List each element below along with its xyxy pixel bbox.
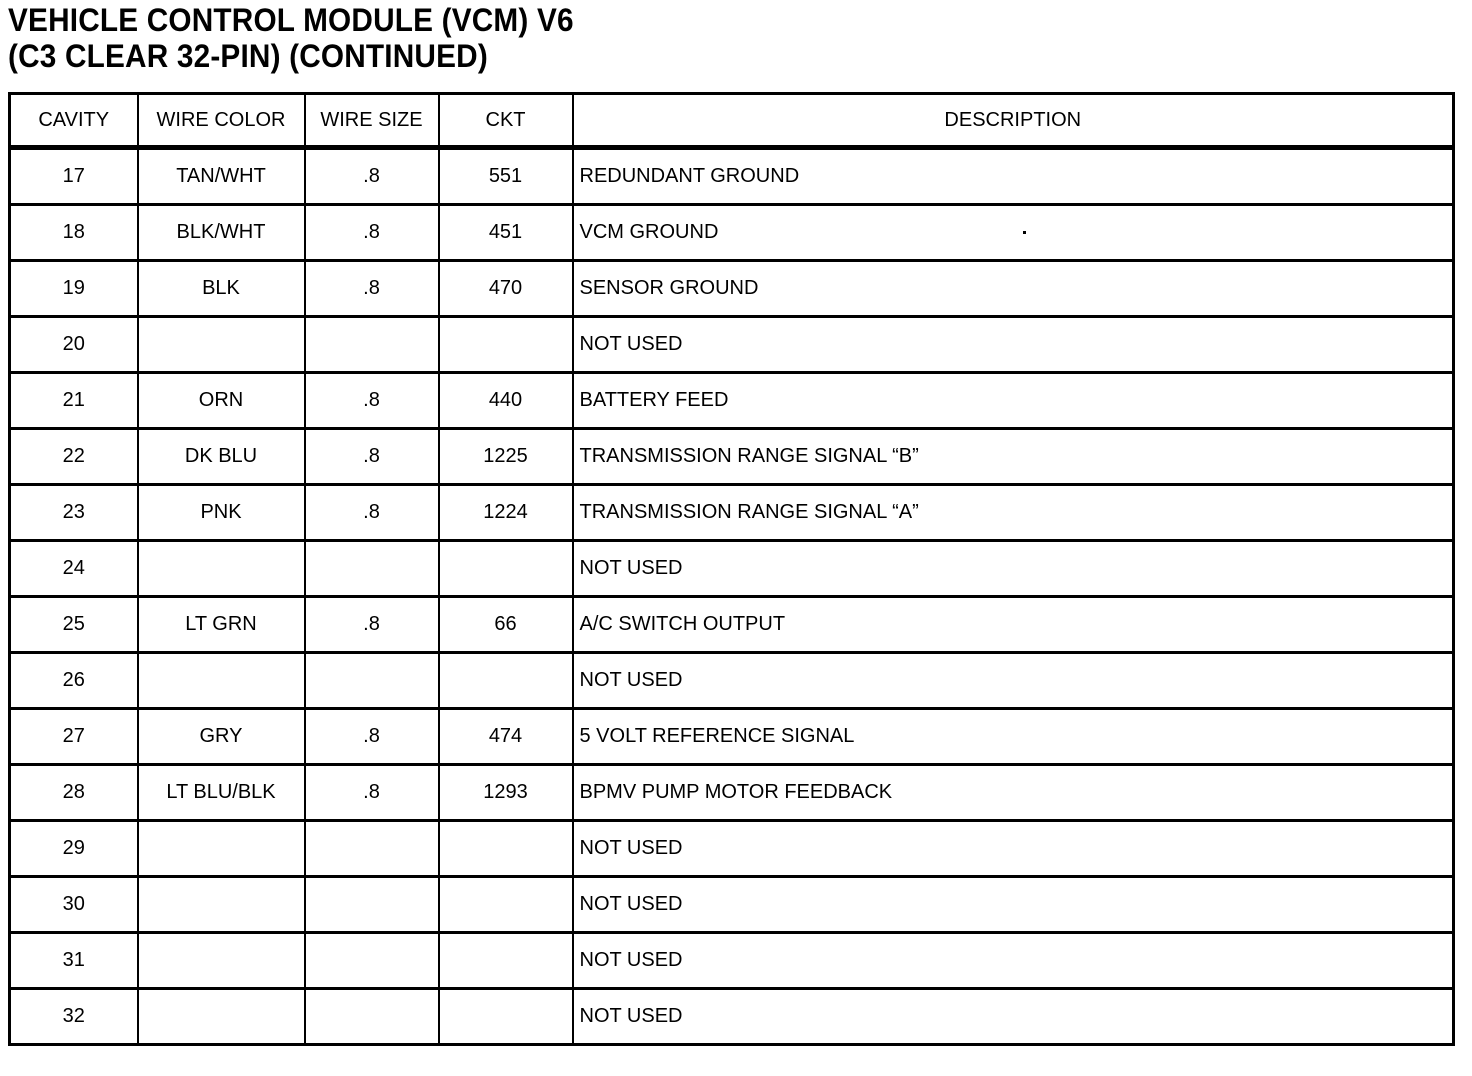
ckt-cell: 440 <box>439 373 573 429</box>
description-cell: BATTERY FEED <box>573 373 1454 429</box>
cavity-cell: 30 <box>10 877 138 933</box>
ckt-cell <box>439 821 573 877</box>
cavity-cell: 32 <box>10 989 138 1045</box>
description-cell: NOT USED <box>573 317 1454 373</box>
description-cell: NOT USED <box>573 821 1454 877</box>
wire-color-cell <box>138 933 305 989</box>
table-row <box>10 653 1454 709</box>
table-row <box>10 373 1454 429</box>
description-cell: NOT USED <box>573 541 1454 597</box>
description-cell: TRANSMISSION RANGE SIGNAL “A” <box>573 485 1454 541</box>
wire-color-cell: BLK <box>138 261 305 317</box>
description-cell: TRANSMISSION RANGE SIGNAL “B” <box>573 429 1454 485</box>
description-cell: NOT USED <box>573 933 1454 989</box>
wire-color-cell: TAN/WHT <box>138 148 305 205</box>
table-row <box>10 877 1454 933</box>
wire-size-cell: .8 <box>305 205 439 261</box>
wire-size-cell: .8 <box>305 148 439 205</box>
ckt-cell: 551 <box>439 148 573 205</box>
ckt-cell: 1225 <box>439 429 573 485</box>
wire-color-cell: ORN <box>138 373 305 429</box>
description-cell: NOT USED <box>573 877 1454 933</box>
wire-size-cell: .8 <box>305 765 439 821</box>
cavity-cell: 26 <box>10 653 138 709</box>
wire-size-cell: .8 <box>305 485 439 541</box>
table-body <box>10 148 1454 1045</box>
header-wire-color: WIRE COLOR <box>138 94 305 148</box>
cavity-cell: 23 <box>10 485 138 541</box>
header-cavity: CAVITY <box>10 94 138 148</box>
wire-color-cell <box>138 821 305 877</box>
table-row <box>10 429 1454 485</box>
wire-size-cell <box>305 541 439 597</box>
table-row <box>10 989 1454 1045</box>
cavity-cell: 17 <box>10 148 138 205</box>
ckt-cell <box>439 989 573 1045</box>
description-cell: A/C SWITCH OUTPUT <box>573 597 1454 653</box>
wire-size-cell <box>305 317 439 373</box>
cavity-cell: 20 <box>10 317 138 373</box>
wire-color-cell: BLK/WHT <box>138 205 305 261</box>
wire-color-cell: LT BLU/BLK <box>138 765 305 821</box>
cavity-cell: 31 <box>10 933 138 989</box>
table-row <box>10 205 1454 261</box>
wire-color-cell <box>138 653 305 709</box>
table-row <box>10 709 1454 765</box>
cavity-cell: 29 <box>10 821 138 877</box>
cavity-cell: 27 <box>10 709 138 765</box>
wire-color-cell: GRY <box>138 709 305 765</box>
wire-size-cell: .8 <box>305 373 439 429</box>
wire-size-cell <box>305 877 439 933</box>
description-cell: NOT USED <box>573 653 1454 709</box>
wire-color-cell <box>138 989 305 1045</box>
description-cell: NOT USED <box>573 989 1454 1045</box>
cavity-cell: 21 <box>10 373 138 429</box>
wire-size-cell <box>305 821 439 877</box>
table-row <box>10 148 1454 205</box>
ckt-cell: 1293 <box>439 765 573 821</box>
table-row <box>10 485 1454 541</box>
ckt-cell <box>439 317 573 373</box>
cavity-cell: 24 <box>10 541 138 597</box>
title-line-1: VEHICLE CONTROL MODULE (VCM) V6 <box>8 2 574 38</box>
ckt-cell <box>439 877 573 933</box>
wire-color-cell <box>138 877 305 933</box>
wire-size-cell <box>305 933 439 989</box>
ckt-cell: 1224 <box>439 485 573 541</box>
cavity-cell: 19 <box>10 261 138 317</box>
wire-color-cell <box>138 541 305 597</box>
table-row <box>10 933 1454 989</box>
description-cell: REDUNDANT GROUND <box>573 148 1454 205</box>
ckt-cell: 451 <box>439 205 573 261</box>
wire-size-cell: .8 <box>305 261 439 317</box>
wire-size-cell: .8 <box>305 429 439 485</box>
wire-color-cell: PNK <box>138 485 305 541</box>
ckt-cell: 470 <box>439 261 573 317</box>
wire-size-cell <box>305 989 439 1045</box>
description-cell: VCM GROUND <box>573 205 1454 261</box>
ckt-cell: 66 <box>439 597 573 653</box>
header-wire-size: WIRE SIZE <box>305 94 439 148</box>
wire-color-cell: LT GRN <box>138 597 305 653</box>
cavity-cell: 25 <box>10 597 138 653</box>
table-row <box>10 261 1454 317</box>
connector-pinout-table <box>8 92 1455 1046</box>
wire-size-cell <box>305 653 439 709</box>
description-cell: 5 VOLT REFERENCE SIGNAL <box>573 709 1454 765</box>
table-row <box>10 317 1454 373</box>
wire-color-cell: DK BLU <box>138 429 305 485</box>
ckt-cell <box>439 541 573 597</box>
title-line-2: (C3 CLEAR 32-PIN) (CONTINUED) <box>8 38 488 74</box>
header-description: DESCRIPTION <box>573 94 1454 148</box>
ckt-cell <box>439 653 573 709</box>
cavity-cell: 18 <box>10 205 138 261</box>
table-row <box>10 765 1454 821</box>
table-header-row <box>10 94 1454 148</box>
table-row <box>10 597 1454 653</box>
table-row <box>10 821 1454 877</box>
ckt-cell: 474 <box>439 709 573 765</box>
description-cell: SENSOR GROUND <box>573 261 1454 317</box>
header-ckt: CKT <box>439 94 573 148</box>
page-title <box>8 2 574 74</box>
wire-size-cell: .8 <box>305 709 439 765</box>
description-cell: BPMV PUMP MOTOR FEEDBACK <box>573 765 1454 821</box>
cavity-cell: 22 <box>10 429 138 485</box>
cavity-cell: 28 <box>10 765 138 821</box>
ckt-cell <box>439 933 573 989</box>
table-row <box>10 541 1454 597</box>
wire-size-cell: .8 <box>305 597 439 653</box>
wire-color-cell <box>138 317 305 373</box>
